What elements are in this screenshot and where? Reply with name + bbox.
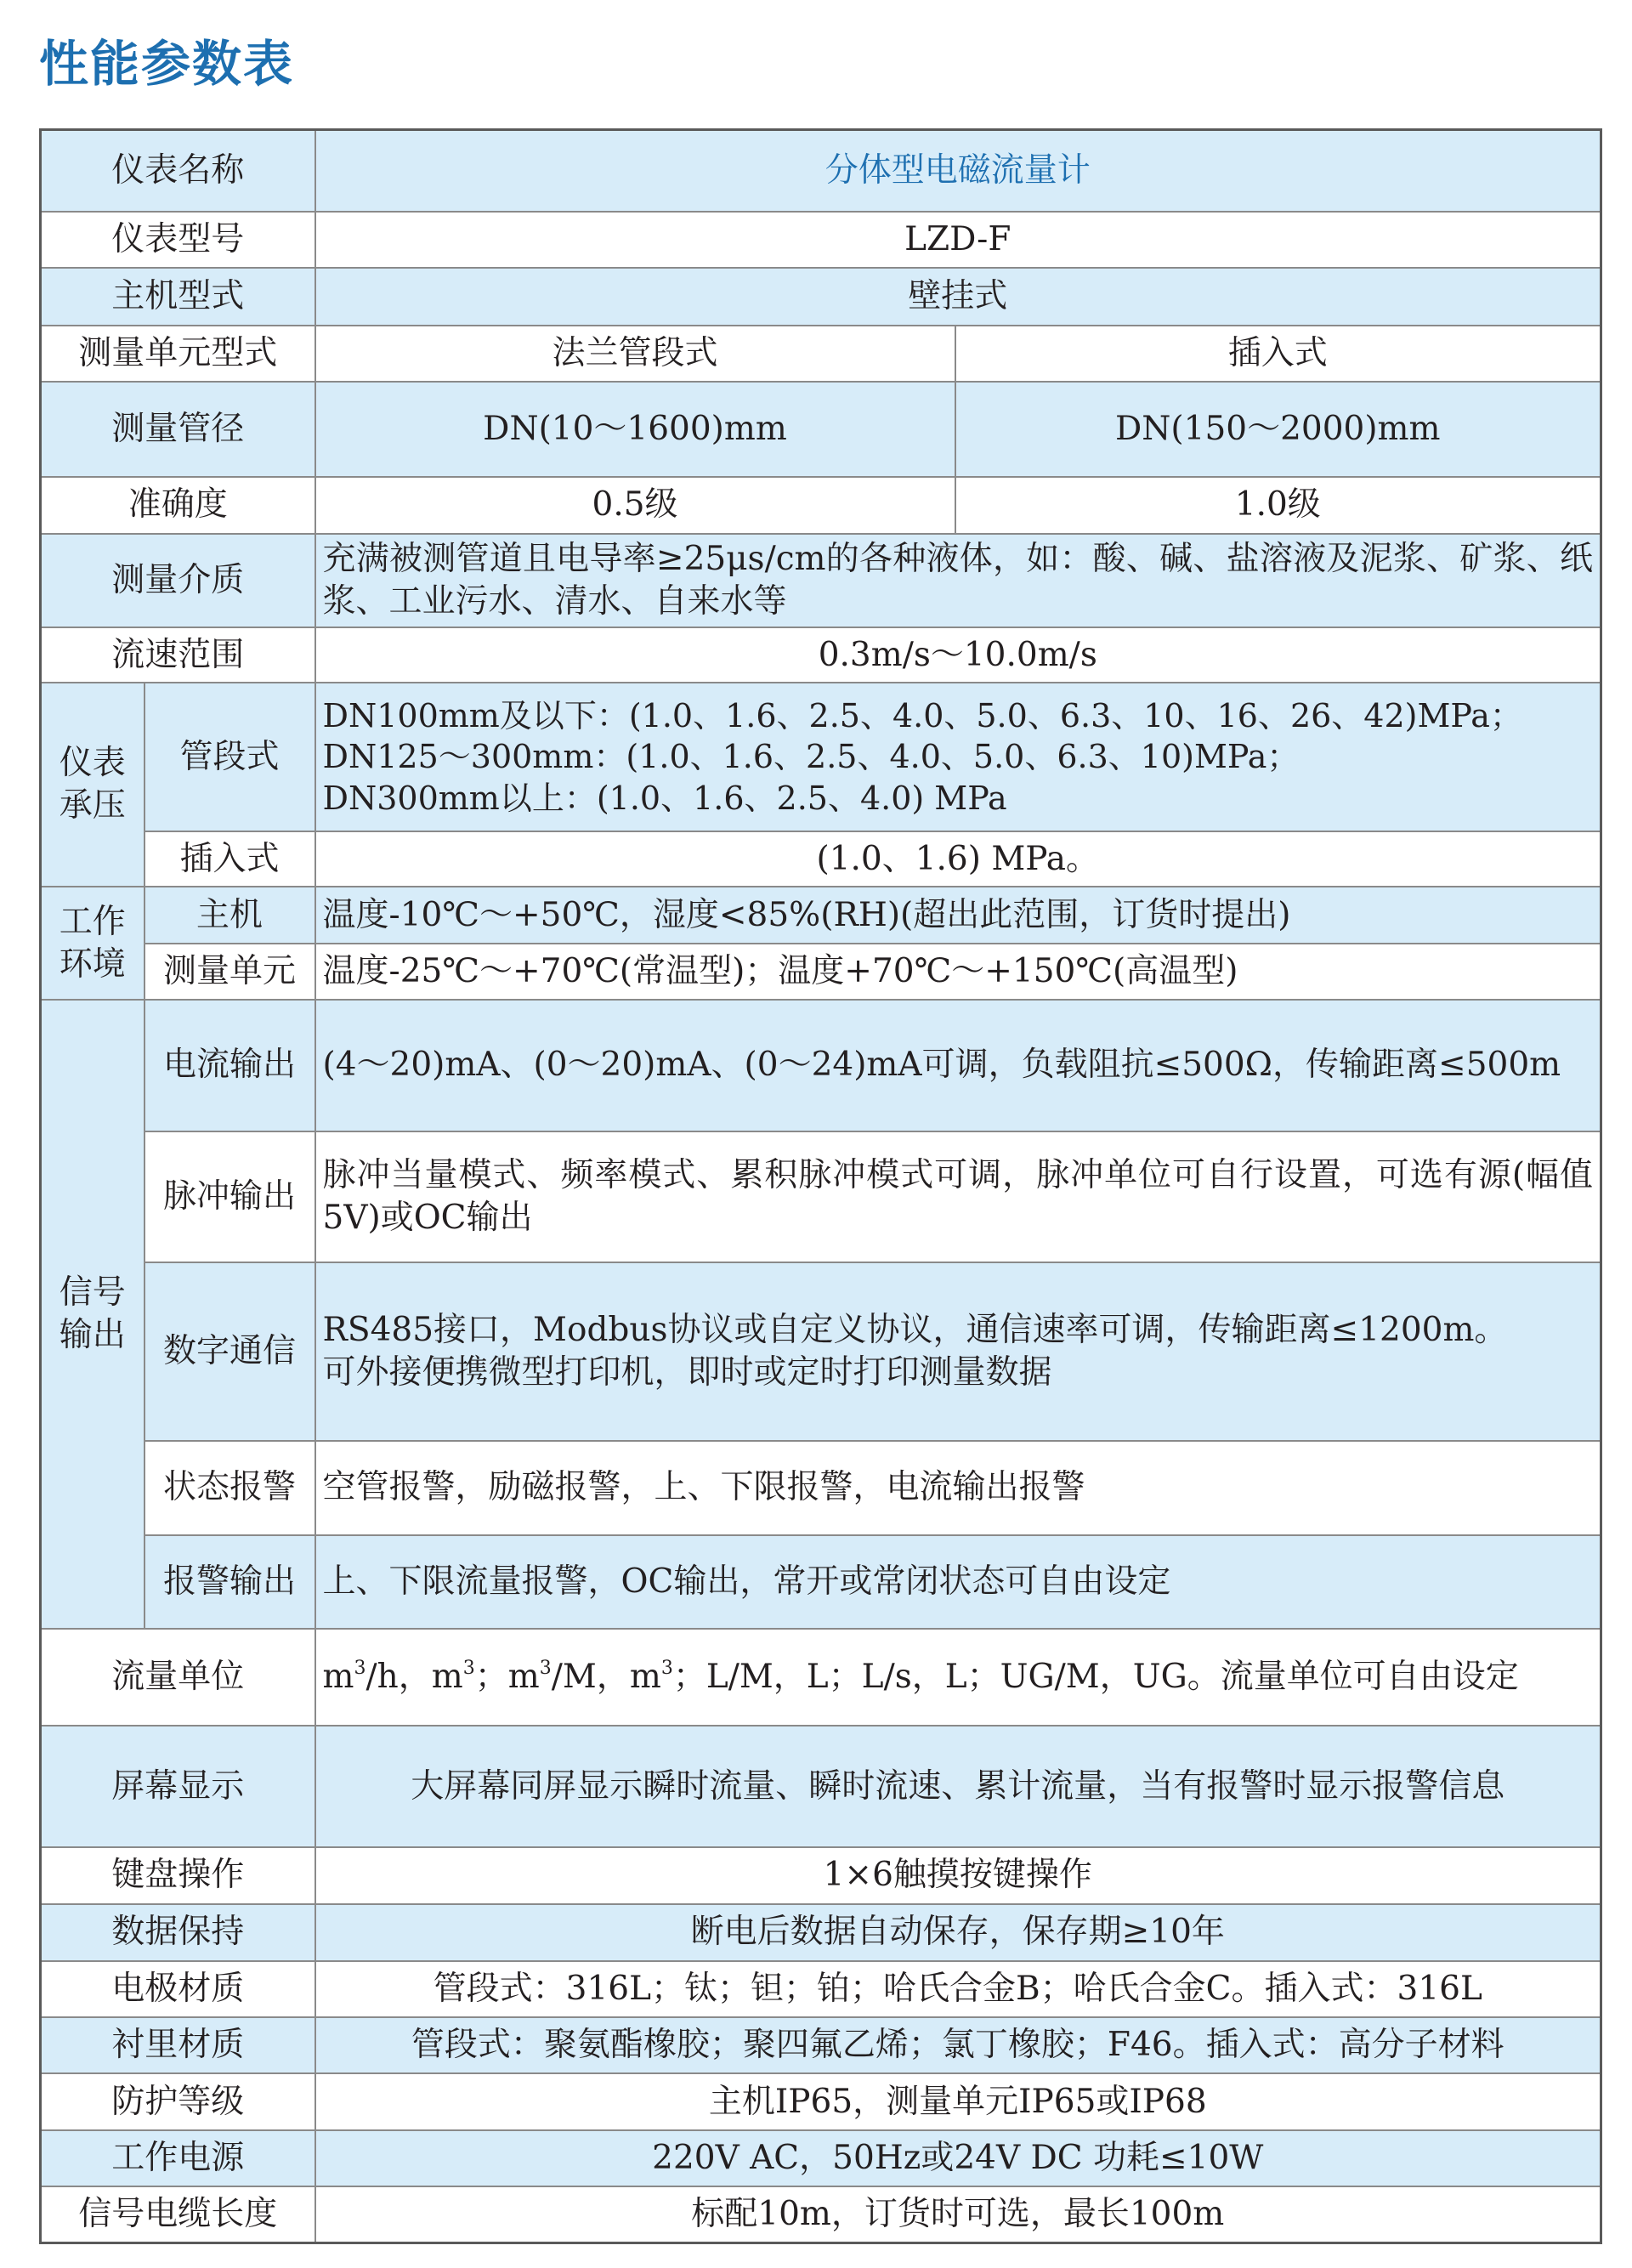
value-env-host: 温度-10℃～+50℃，湿度<85%(RH)(超出此范围，订货时提出) bbox=[315, 887, 1601, 943]
label-env-unit: 测量单元 bbox=[144, 944, 315, 1000]
label-power: 工作电源 bbox=[41, 2130, 315, 2186]
pressure-pipe-line2: DN125～300mm：(1.0、1.6、2.5、4.0、5.0、6.3、10)MPa； bbox=[322, 738, 1300, 776]
value-velocity: 0.3m/s～10.0m/s bbox=[315, 627, 1601, 683]
value-signal-digital bbox=[315, 1262, 1601, 1441]
row-accuracy bbox=[41, 477, 1601, 533]
label-env-host: 主机 bbox=[144, 887, 315, 943]
flow-unit-sup4: 3 bbox=[660, 1657, 673, 1679]
value-protection: 主机IP65，测量单元IP65或IP68 bbox=[315, 2073, 1601, 2129]
flow-unit-part4: ；L/M，L；L/s，L；UG/M，UG。流量单位可自由设定 bbox=[672, 1657, 1519, 1696]
row-signal-current bbox=[41, 1000, 1601, 1131]
label-cable: 信号电缆长度 bbox=[41, 2186, 315, 2243]
label-keyboard: 键盘操作 bbox=[41, 1847, 315, 1903]
flow-unit-sup1: 3 bbox=[354, 1657, 366, 1679]
label-signal-status-alarm: 状态报警 bbox=[144, 1441, 315, 1534]
row-power bbox=[41, 2130, 1601, 2186]
group-signal-line1: 信号 bbox=[59, 1273, 126, 1313]
flow-unit-part2: ； bbox=[474, 1657, 508, 1696]
value-signal-status-alarm: 空管报警，励磁报警，上、下限报警，电流输出报警 bbox=[315, 1441, 1601, 1534]
value-signal-pulse: 脉冲当量模式、频率模式、累积脉冲模式可调，脉冲单位可自行设置，可选有源(幅值5V)或OC输出 bbox=[315, 1131, 1601, 1263]
label-signal-current: 电流输出 bbox=[144, 1000, 315, 1131]
flow-unit-m2: m bbox=[431, 1657, 463, 1696]
group-environment-line2: 环境 bbox=[59, 944, 126, 984]
label-pressure-pipe: 管段式 bbox=[144, 683, 315, 831]
group-environment bbox=[41, 887, 144, 1000]
value-unit-type-insertion: 插入式 bbox=[955, 326, 1601, 382]
row-unit-type bbox=[41, 326, 1601, 382]
row-flow-unit bbox=[41, 1629, 1601, 1726]
value-lining: 管段式：聚氨酯橡胶；聚四氟乙烯；氯丁橡胶；F46。插入式：高分子材料 bbox=[315, 2017, 1601, 2073]
group-environment-line1: 工作 bbox=[59, 902, 126, 941]
value-keyboard: 1×6触摸按键操作 bbox=[315, 1847, 1601, 1903]
signal-digital-line2: 可外接便携微型打印机，即时或定时打印测量数据 bbox=[322, 1353, 1052, 1392]
value-flow-unit bbox=[315, 1629, 1601, 1726]
flow-unit-m4: m bbox=[629, 1657, 661, 1696]
value-medium: 充满被测管道且电导率≥25μs/cm的各种液体，如：酸、碱、盐溶液及泥浆、矿浆、纸浆、工业污水、清水、自来水等 bbox=[315, 534, 1601, 627]
row-data-keep bbox=[41, 1904, 1601, 1961]
flow-unit-part3: /M， bbox=[551, 1657, 630, 1696]
value-pressure-insertion: (1.0、1.6) MPa。 bbox=[315, 831, 1601, 887]
value-accuracy-insertion: 1.0级 bbox=[955, 477, 1601, 533]
flow-unit-part1: /h， bbox=[366, 1657, 432, 1696]
row-lining bbox=[41, 2017, 1601, 2073]
value-electrode: 管段式：316L；钛；钽；铂；哈氏合金B；哈氏合金C。插入式：316L bbox=[315, 1961, 1601, 2017]
value-cable: 标配10m，订货时可选，最长100m bbox=[315, 2186, 1601, 2243]
group-pressure-line2: 承压 bbox=[59, 786, 126, 825]
row-electrode bbox=[41, 1961, 1601, 2017]
label-lining: 衬里材质 bbox=[41, 2017, 315, 2073]
row-cable bbox=[41, 2186, 1601, 2243]
row-signal-pulse bbox=[41, 1131, 1601, 1263]
pressure-pipe-line3: DN300mm以上：(1.0、1.6、2.5、4.0) MPa bbox=[322, 780, 1007, 817]
page-title: 性能参数表 bbox=[39, 35, 295, 93]
value-power: 220V AC，50Hz或24V DC 功耗≤10W bbox=[315, 2130, 1601, 2186]
value-env-unit: 温度-25℃～+70℃(常温型)；温度+70℃～+150℃(高温型) bbox=[315, 944, 1601, 1000]
row-env-host bbox=[41, 887, 1601, 943]
label-accuracy: 准确度 bbox=[41, 477, 315, 533]
label-electrode: 电极材质 bbox=[41, 1961, 315, 2017]
label-diameter: 测量管径 bbox=[41, 382, 315, 477]
value-diameter-insertion: DN(150～2000)mm bbox=[955, 382, 1601, 477]
row-medium bbox=[41, 534, 1601, 627]
group-signal-line2: 输出 bbox=[59, 1316, 126, 1355]
flow-unit-sup2: 3 bbox=[462, 1657, 475, 1679]
value-signal-alarm-output: 上、下限流量报警，OC输出，常开或常闭状态可自由设定 bbox=[315, 1535, 1601, 1629]
label-data-keep: 数据保持 bbox=[41, 1904, 315, 1961]
value-diameter-flanged: DN(10～1600)mm bbox=[315, 382, 955, 477]
row-display bbox=[41, 1726, 1601, 1848]
label-display: 屏幕显示 bbox=[41, 1726, 315, 1848]
row-model bbox=[41, 212, 1601, 268]
value-unit-type-flanged: 法兰管段式 bbox=[315, 326, 955, 382]
row-pressure-insertion bbox=[41, 831, 1601, 887]
value-display: 大屏幕同屏显示瞬时流量、瞬时流速、累计流量，当有报警时显示报警信息 bbox=[315, 1726, 1601, 1848]
flow-unit-m3: m bbox=[507, 1657, 540, 1696]
row-pressure-pipe bbox=[41, 683, 1601, 831]
label-flow-unit: 流量单位 bbox=[41, 1629, 315, 1726]
value-host-type: 壁挂式 bbox=[315, 268, 1601, 325]
value-instrument-name: 分体型电磁流量计 bbox=[315, 130, 1601, 212]
label-instrument-name: 仪表名称 bbox=[41, 130, 315, 212]
label-signal-alarm-output: 报警输出 bbox=[144, 1535, 315, 1629]
group-signal bbox=[41, 1000, 144, 1629]
signal-digital-line1: RS485接口，Modbus协议或自定义协议，通信速率可调，传输距离≤1200m。 bbox=[322, 1311, 1508, 1350]
row-keyboard bbox=[41, 1847, 1601, 1903]
label-signal-pulse: 脉冲输出 bbox=[144, 1131, 315, 1263]
label-model: 仪表型号 bbox=[41, 212, 315, 268]
row-signal-digital bbox=[41, 1262, 1601, 1441]
label-medium: 测量介质 bbox=[41, 534, 315, 627]
value-accuracy-flanged: 0.5级 bbox=[315, 477, 955, 533]
label-velocity: 流速范围 bbox=[41, 627, 315, 683]
spec-table bbox=[39, 128, 1602, 2244]
value-pressure-pipe bbox=[315, 683, 1601, 831]
row-diameter bbox=[41, 382, 1601, 477]
label-signal-digital: 数字通信 bbox=[144, 1262, 315, 1441]
row-host-type bbox=[41, 268, 1601, 325]
group-pressure bbox=[41, 683, 144, 887]
row-velocity bbox=[41, 627, 1601, 683]
value-data-keep: 断电后数据自动保存，保存期≥10年 bbox=[315, 1904, 1601, 1961]
group-pressure-line1: 仪表 bbox=[59, 744, 126, 783]
value-model: LZD-F bbox=[315, 212, 1601, 268]
flow-unit-sup3: 3 bbox=[539, 1657, 552, 1679]
label-unit-type: 测量单元型式 bbox=[41, 326, 315, 382]
row-protection bbox=[41, 2073, 1601, 2129]
row-signal-alarm-output bbox=[41, 1535, 1601, 1629]
row-env-unit bbox=[41, 944, 1601, 1000]
label-protection: 防护等级 bbox=[41, 2073, 315, 2129]
label-pressure-insertion: 插入式 bbox=[144, 831, 315, 887]
flow-unit-m1: m bbox=[322, 1657, 354, 1696]
row-instrument-name bbox=[41, 130, 1601, 212]
row-signal-status-alarm bbox=[41, 1441, 1601, 1534]
value-signal-current: (4～20)mA、(0～20)mA、(0～24)mA可调，负载阻抗≤500Ω，传输距离≤500m bbox=[315, 1000, 1601, 1131]
label-host-type: 主机型式 bbox=[41, 268, 315, 325]
pressure-pipe-line1: DN100mm及以下：(1.0、1.6、2.5、4.0、5.0、6.3、10、16、26、42)MPa； bbox=[322, 696, 1522, 734]
